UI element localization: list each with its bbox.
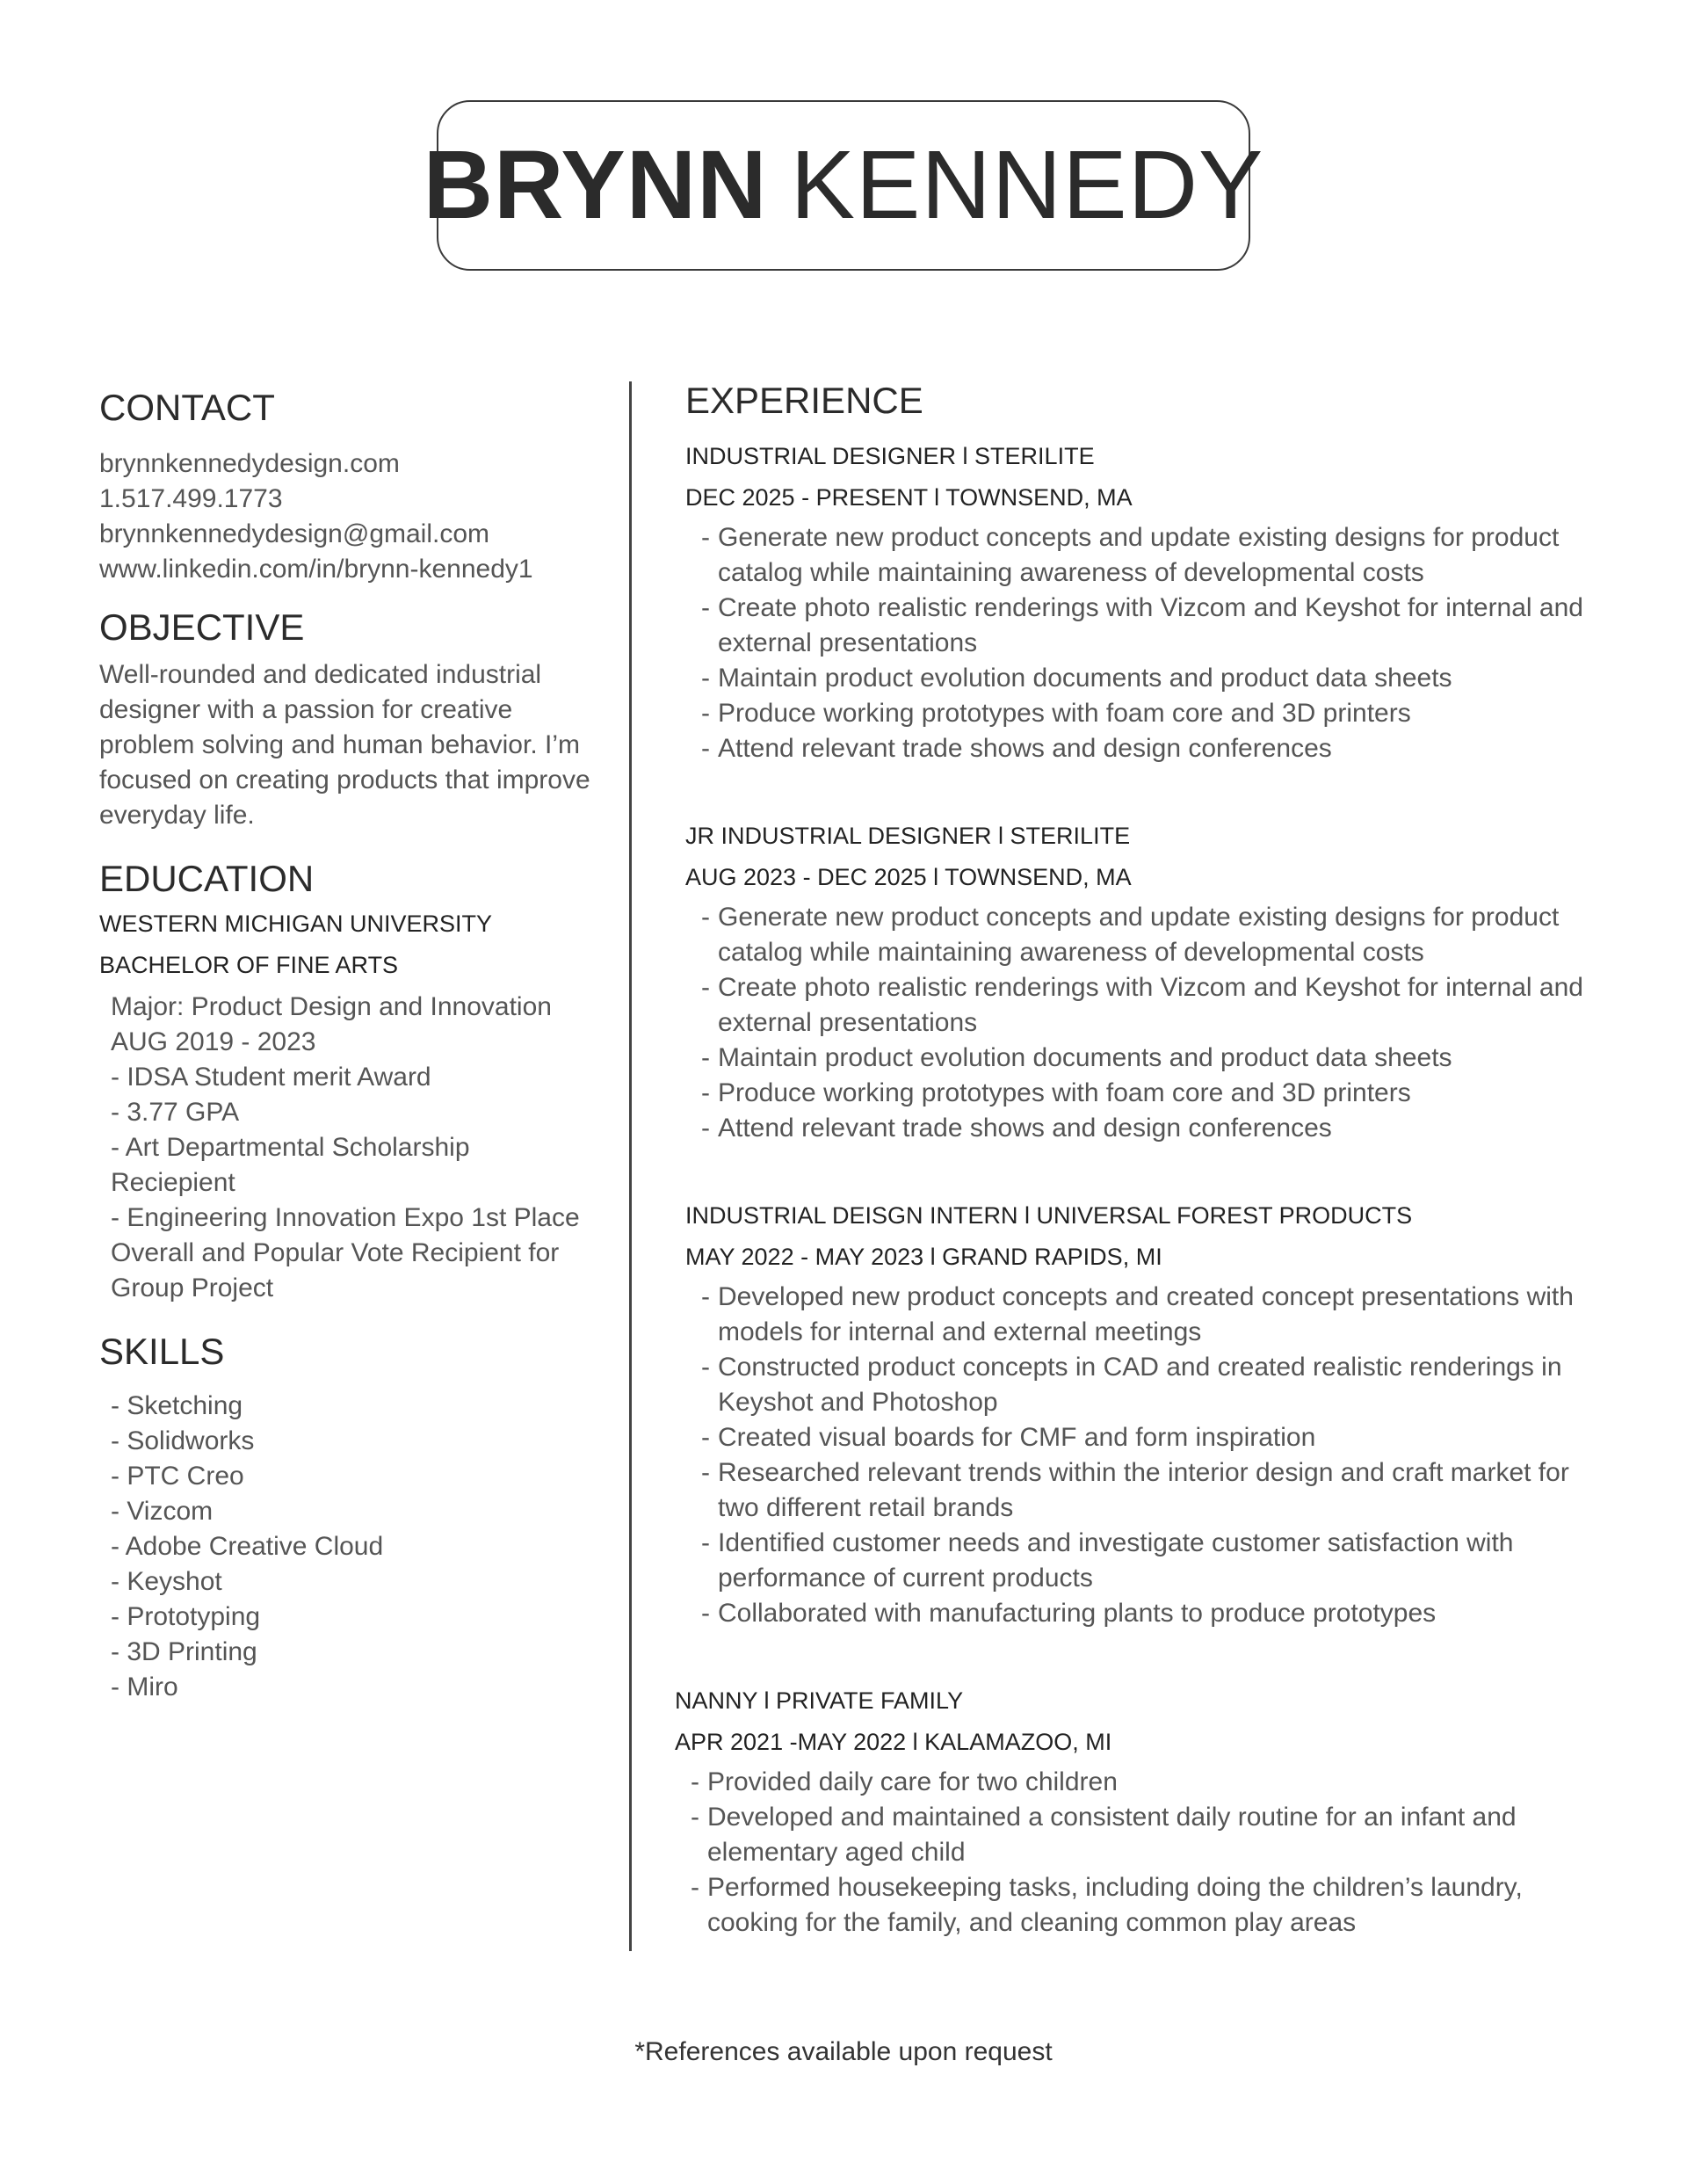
job-dates: DEC 2025 - PRESENT l TOWNSEND, MA [685, 484, 1133, 511]
education-details [99, 990, 591, 1306]
contact-section [99, 383, 591, 587]
skill-item: - Solidworks [111, 1426, 255, 1455]
objective-title: OBJECTIVE [99, 606, 305, 648]
skills-section [99, 1327, 591, 1705]
skill-item: - Miro [111, 1672, 178, 1701]
references-note: *References available upon request [634, 2037, 1053, 2066]
job-bullet: - Constructed product concepts in CAD and created realistic renderings in Keyshot and Photoshop [701, 1353, 1562, 1417]
contact-title: CONTACT [99, 387, 275, 428]
job-bullet: - Produce working prototypes with foam core and 3D printers [701, 699, 1411, 728]
education-title: EDUCATION [99, 858, 315, 899]
column-divider [629, 381, 632, 1951]
job-dates: MAY 2022 - MAY 2023 l GRAND RAPIDS, MI [685, 1244, 1162, 1270]
job-bullet: - Create photo realistic renderings with Vizcom and Keyshot for internal and external presentations [701, 593, 1583, 657]
skills-title: SKILLS [99, 1331, 225, 1372]
job-bullet: - Researched relevant trends within the interior design and craft market for two different retail brands [701, 1458, 1569, 1522]
contact-email: brynnkennedydesign@gmail.com [99, 519, 490, 548]
skill-item: - 3D Printing [111, 1637, 257, 1666]
objective-section [99, 603, 591, 833]
education-school: WESTERN MICHIGAN UNIVERSITY [99, 911, 493, 937]
job-dates: AUG 2023 - DEC 2025 l TOWNSEND, MA [685, 864, 1132, 890]
education-line: AUG 2019 - 2023 [111, 1027, 316, 1056]
job-heading [685, 1195, 1608, 1278]
education-line: - Art Departmental Scholarship [111, 1133, 470, 1162]
education-line: Reciepient [111, 1168, 235, 1197]
job-entry [685, 436, 1608, 766]
skill-item: - Adobe Creative Cloud [111, 1532, 384, 1561]
job-bullet: - Provided daily care for two children [691, 1767, 1118, 1796]
last-name: KENNEDY [790, 131, 1264, 239]
contact-phone: 1.517.499.1773 [99, 484, 283, 513]
job-bullet: - Maintain product evolution documents and product data sheets [701, 664, 1452, 693]
first-name: BRYNN [423, 131, 768, 239]
job-role: JR INDUSTRIAL DESIGNER l STERILITE [685, 823, 1131, 849]
job-heading [685, 816, 1608, 898]
education-line: - Engineering Innovation Expo 1st Place [111, 1203, 580, 1232]
objective-text: Well-rounded and dedicated industrial designer with a passion for creative problem solving and human behavior. I’m focused on creating products that improve everyday life. [99, 660, 590, 830]
education-line: Major: Product Design and Innovation [111, 992, 552, 1021]
job-entry [685, 1195, 1608, 1631]
job-bullet: - Identified customer needs and investigate customer satisfaction with performance of current products [701, 1528, 1514, 1593]
experience-title: EXPERIENCE [685, 380, 923, 421]
job-bullet: - Produce working prototypes with foam core and 3D printers [701, 1078, 1411, 1107]
job-bullet: - Generate new product concepts and update existing designs for product catalog while maintaining awareness of developmental costs [701, 523, 1560, 587]
education-section [99, 854, 591, 1306]
job-role: INDUSTRIAL DESIGNER l STERILITE [685, 443, 1095, 469]
full-name [423, 131, 1264, 239]
job-heading [675, 1680, 1608, 1763]
job-role: INDUSTRIAL DEISGN INTERN l UNIVERSAL FOREST PRODUCTS [685, 1202, 1413, 1229]
job-bullet: - Create photo realistic renderings with Vizcom and Keyshot for internal and external presentations [701, 973, 1583, 1037]
skill-item: - Prototyping [111, 1602, 261, 1631]
skill-item: - Sketching [111, 1391, 243, 1420]
job-dates: APR 2021 -MAY 2022 l KALAMAZOO, MI [675, 1729, 1112, 1755]
job-bullet: - Developed new product concepts and created concept presentations with models for internal and external meetings [701, 1282, 1574, 1346]
job-bullet: - Created visual boards for CMF and form inspiration [701, 1423, 1316, 1452]
education-line: Overall and Popular Vote Recipient for [111, 1238, 560, 1267]
job-entry [675, 1680, 1608, 1941]
education-line: - IDSA Student merit Award [111, 1063, 431, 1092]
skill-item: - PTC Creo [111, 1462, 244, 1491]
job-bullet: - Attend relevant trade shows and design conferences [701, 1114, 1332, 1143]
skills-list [99, 1389, 591, 1705]
job-bullet: - Maintain product evolution documents and product data sheets [701, 1043, 1452, 1072]
education-line: Group Project [111, 1273, 274, 1302]
job-bullet: - Attend relevant trade shows and design conferences [701, 734, 1332, 763]
right-column [675, 376, 1608, 1990]
job-bullet: - Generate new product concepts and update existing designs for product catalog while maintaining awareness of developmental costs [701, 903, 1560, 967]
contact-details [99, 446, 591, 587]
skill-item: - Keyshot [111, 1567, 222, 1596]
education-line: - 3.77 GPA [111, 1098, 240, 1127]
left-column [99, 383, 591, 1705]
contact-linkedin: www.linkedin.com/in/brynn-kennedy1 [99, 555, 533, 584]
job-entry [685, 816, 1608, 1146]
job-bullet: - Collaborated with manufacturing plants to produce prototypes [701, 1599, 1437, 1628]
contact-website: brynnkennedydesign.com [99, 449, 400, 478]
job-heading [685, 436, 1608, 519]
name-header [423, 100, 1264, 271]
job-bullet: - Performed housekeeping tasks, including doing the children’s laundry, cooking for the family, and cleaning common play areas [691, 1873, 1523, 1937]
skill-item: - Vizcom [111, 1497, 214, 1526]
job-role: NANNY l PRIVATE FAMILY [675, 1687, 964, 1714]
job-bullet: - Developed and maintained a consistent daily routine for an infant and elementary aged child [691, 1803, 1517, 1867]
education-degree: BACHELOR OF FINE ARTS [99, 952, 399, 978]
